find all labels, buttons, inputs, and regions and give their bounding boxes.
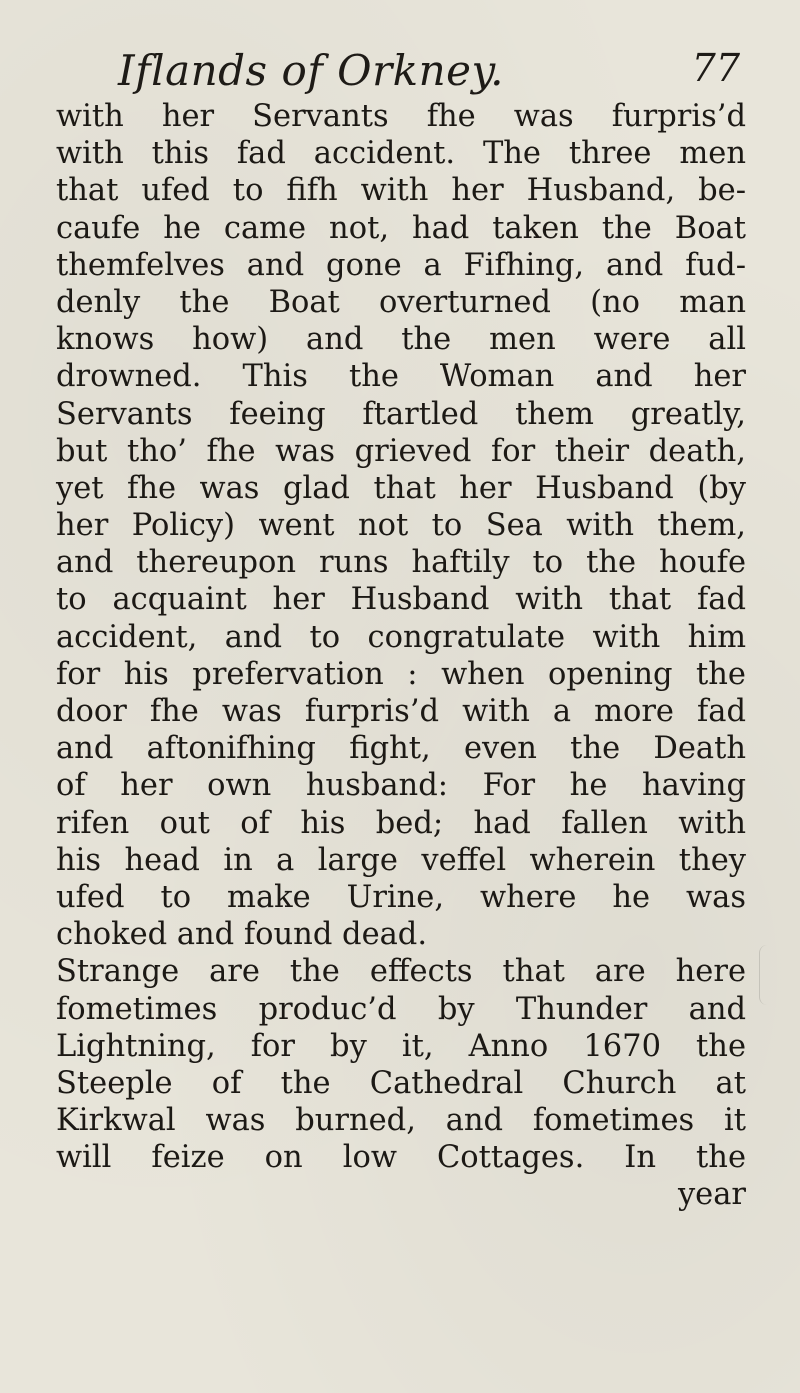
body-text [56,98,746,1214]
text-line: that ufed to fifh with her Husband, be- [56,173,746,209]
text-line: Servants feeing ftartled them greatly, [56,396,746,432]
text-line: but tho’ fhe was grieved for their death, [56,433,746,469]
text-line: Strange are the effects that are here [56,954,746,990]
text-line: denly the Boat overturned (no man [56,284,746,320]
text-line: door fhe was furpris’d with a more fad [56,694,746,729]
page-number: 77 [691,46,740,90]
text-line: Lightning, for by it, Anno 1670 the [56,1028,746,1064]
text-line: to acquaint her Husband with that fad [56,582,746,618]
text-line: will feize on low Cottages. In the [56,1140,746,1176]
running-head-title: Iflands of Orkney. [118,46,504,95]
text-line: and aftonifhing fight, even the Death [56,731,746,767]
text-line: her Policy) went not to Sea with them, [56,508,746,544]
catchword: year [677,1177,746,1213]
text-line: caufe he came not, had taken the Boat [56,210,746,246]
text-line: yet fhe was glad that her Husband (by [56,470,746,506]
page-edge-mark [759,945,778,1005]
text-line: with her Servants fhe was furpris’d [56,99,746,134]
text-line: ufed to make Urine, where he was [56,879,746,915]
text-line: rifen out of his bed; had fallen with [56,805,746,841]
text-line: Kirkwal was burned, and fometimes it [56,1103,746,1139]
text-line: his head in a large veffel wherein they [56,842,746,878]
text-line: and thereupon runs haftily to the houfe [56,545,746,581]
text-line: with this fad accident. The three men [56,136,746,172]
text-line: drowned. This the Woman and her [56,359,746,395]
text-line: for his prefervation : when opening the [56,656,746,692]
text-line: choked and found dead. [56,917,428,953]
text-line: knows how) and the men were all [56,322,746,358]
text-line: of her own husband: For he having [56,768,746,804]
text-line: themfelves and gone a Fifhing, and fud- [56,247,746,283]
text-line: accident, and to congratulate with him [56,619,746,655]
text-line: Steeple of the Cathedral Church at [56,1065,746,1101]
running-head [118,46,740,106]
text-line: fometimes produc’d by Thunder and [56,991,746,1027]
